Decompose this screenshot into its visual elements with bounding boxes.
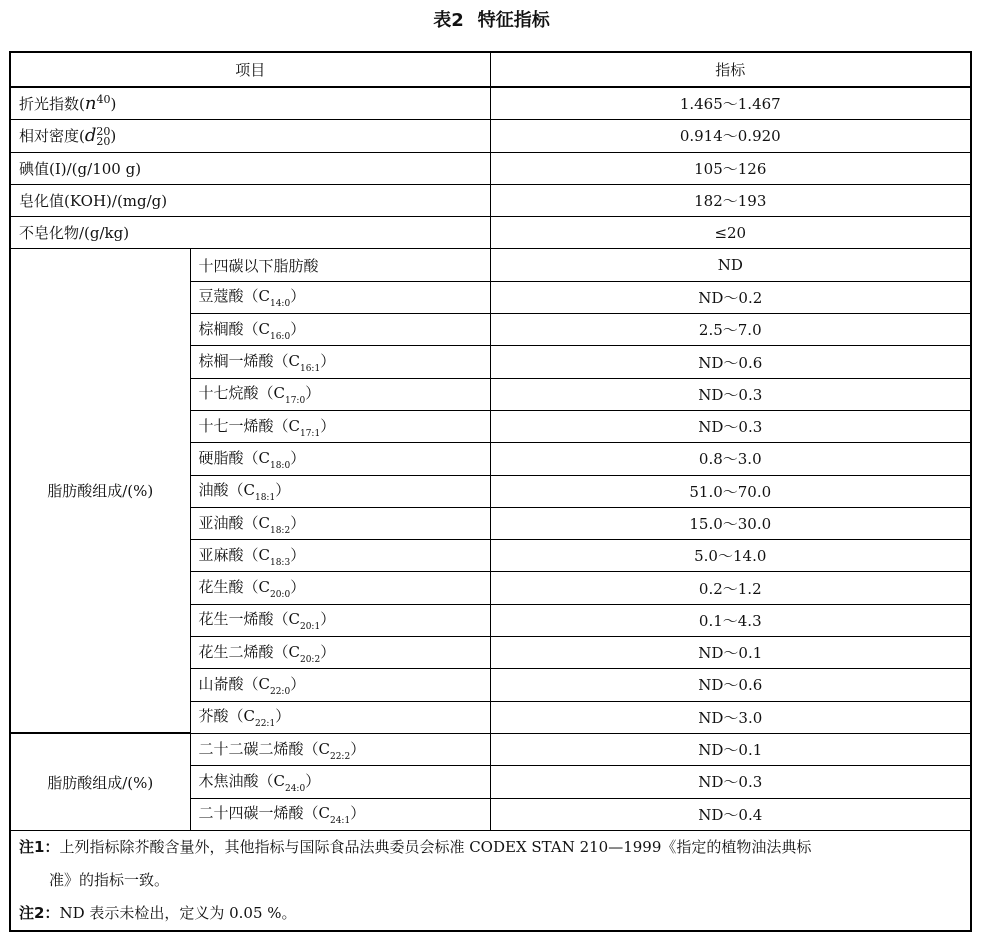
fatty-acid-name: 豆蔻酸（C14:0） [190, 281, 490, 313]
fatty-acid-name: 二十二碳二烯酸（C22:2） [190, 733, 490, 765]
fatty-acid-name: 花生一烯酸（C20:1） [190, 604, 490, 636]
notes-row [10, 830, 971, 931]
fatty-acid-value: ND～0.6 [490, 669, 971, 701]
fatty-acid-name: 十七烷酸（C17:0） [190, 378, 490, 410]
fatty-acid-value: ND～0.6 [490, 346, 971, 378]
notes-cell [10, 830, 971, 931]
row-label: 皂化值(KOH)/(mg/g) [10, 184, 490, 216]
fatty-acid-value: ND～0.1 [490, 637, 971, 669]
fatty-acid-value: ND～0.2 [490, 281, 971, 313]
row-value: 1.465～1.467 [490, 87, 971, 120]
table-title-text: 特征指标 [477, 10, 550, 31]
fatty-acid-value: ND～0.3 [490, 410, 971, 442]
group-label: 脂肪酸组成/(%) [10, 733, 190, 830]
fatty-acid-name: 亚麻酸（C18:3） [190, 540, 490, 572]
spec-table [9, 51, 972, 932]
table-row [10, 152, 971, 184]
fatty-acid-value: 0.1～4.3 [490, 604, 971, 636]
table-row [10, 184, 971, 216]
header-item: 项目 [10, 52, 490, 87]
sup-sub: 20 20 [96, 124, 111, 148]
math-symbol: d [84, 124, 97, 146]
row-value: 105～126 [490, 152, 971, 184]
note-1: 注1：上列指标除芥酸含量外，其他指标与国际食品法典委员会标准 CODEX STAN 210—1999《指定的植物油法典标 [19, 837, 812, 856]
fatty-acid-name: 油酸（C18:1） [190, 475, 490, 507]
fatty-acid-value: ND～0.1 [490, 733, 971, 765]
fatty-acid-name: 硬脂酸（C18:0） [190, 443, 490, 475]
fatty-acid-name: 棕榈酸（C16:0） [190, 314, 490, 346]
fatty-acid-name: 木焦油酸（C24:0） [190, 766, 490, 798]
fatty-acid-value: 15.0～30.0 [490, 507, 971, 539]
group-label: 脂肪酸组成/(%) [10, 249, 190, 733]
note-1-continuation: 准》的指标一致。 [49, 870, 170, 889]
table-title [0, 6, 983, 32]
table-number: 表2 [433, 10, 464, 31]
fatty-acid-name: 十四碳以下脂肪酸 [190, 249, 490, 281]
row-value: 182～193 [490, 184, 971, 216]
fatty-acid-value: 2.5～7.0 [490, 314, 971, 346]
row-label: 碘值(I)/(g/100 g) [10, 152, 490, 184]
fatty-acid-value: 5.0～14.0 [490, 540, 971, 572]
fatty-acid-name: 二十四碳一烯酸（C24:1） [190, 798, 490, 830]
row-value: ≤20 [490, 217, 971, 249]
fatty-acid-value: 51.0～70.0 [490, 475, 971, 507]
fatty-acid-value: ND～0.4 [490, 798, 971, 830]
fatty-acid-value: ND～0.3 [490, 766, 971, 798]
fatty-acid-name: 棕榈一烯酸（C16:1） [190, 346, 490, 378]
row-label: 折光指数$(n^{40})$ [10, 87, 490, 120]
table-row [10, 733, 971, 765]
table-row [10, 217, 971, 249]
row-label: 相对密度(d 20 20 ) [10, 120, 490, 152]
row-label: 不皂化物/(g/kg) [10, 217, 490, 249]
fatty-acid-name: 花生二烯酸（C20:2） [190, 637, 490, 669]
fatty-acid-value: 0.8～3.0 [490, 443, 971, 475]
fatty-acid-name: 花生酸（C20:0） [190, 572, 490, 604]
fatty-acid-name: 十七一烯酸（C17:1） [190, 410, 490, 442]
fatty-acid-name: 亚油酸（C18:2） [190, 507, 490, 539]
header-index: 指标 [490, 52, 971, 87]
math-symbol: n [84, 93, 97, 115]
fatty-acid-name: 芥酸（C22:1） [190, 701, 490, 733]
row-value: 0.914～0.920 [490, 120, 971, 152]
fatty-acid-value: ND～0.3 [490, 378, 971, 410]
fatty-acid-value: ND～3.0 [490, 701, 971, 733]
fatty-acid-value: 0.2～1.2 [490, 572, 971, 604]
table-row [10, 120, 971, 152]
fatty-acid-value: ND [490, 249, 971, 281]
header-row [10, 52, 971, 87]
note-2: 注2：ND 表示未检出，定义为 0.05 %。 [19, 903, 297, 922]
superscript: 40 [96, 93, 111, 107]
table-row [10, 249, 971, 281]
fatty-acid-name: 山嵛酸（C22:0） [190, 669, 490, 701]
table-row [10, 87, 971, 120]
